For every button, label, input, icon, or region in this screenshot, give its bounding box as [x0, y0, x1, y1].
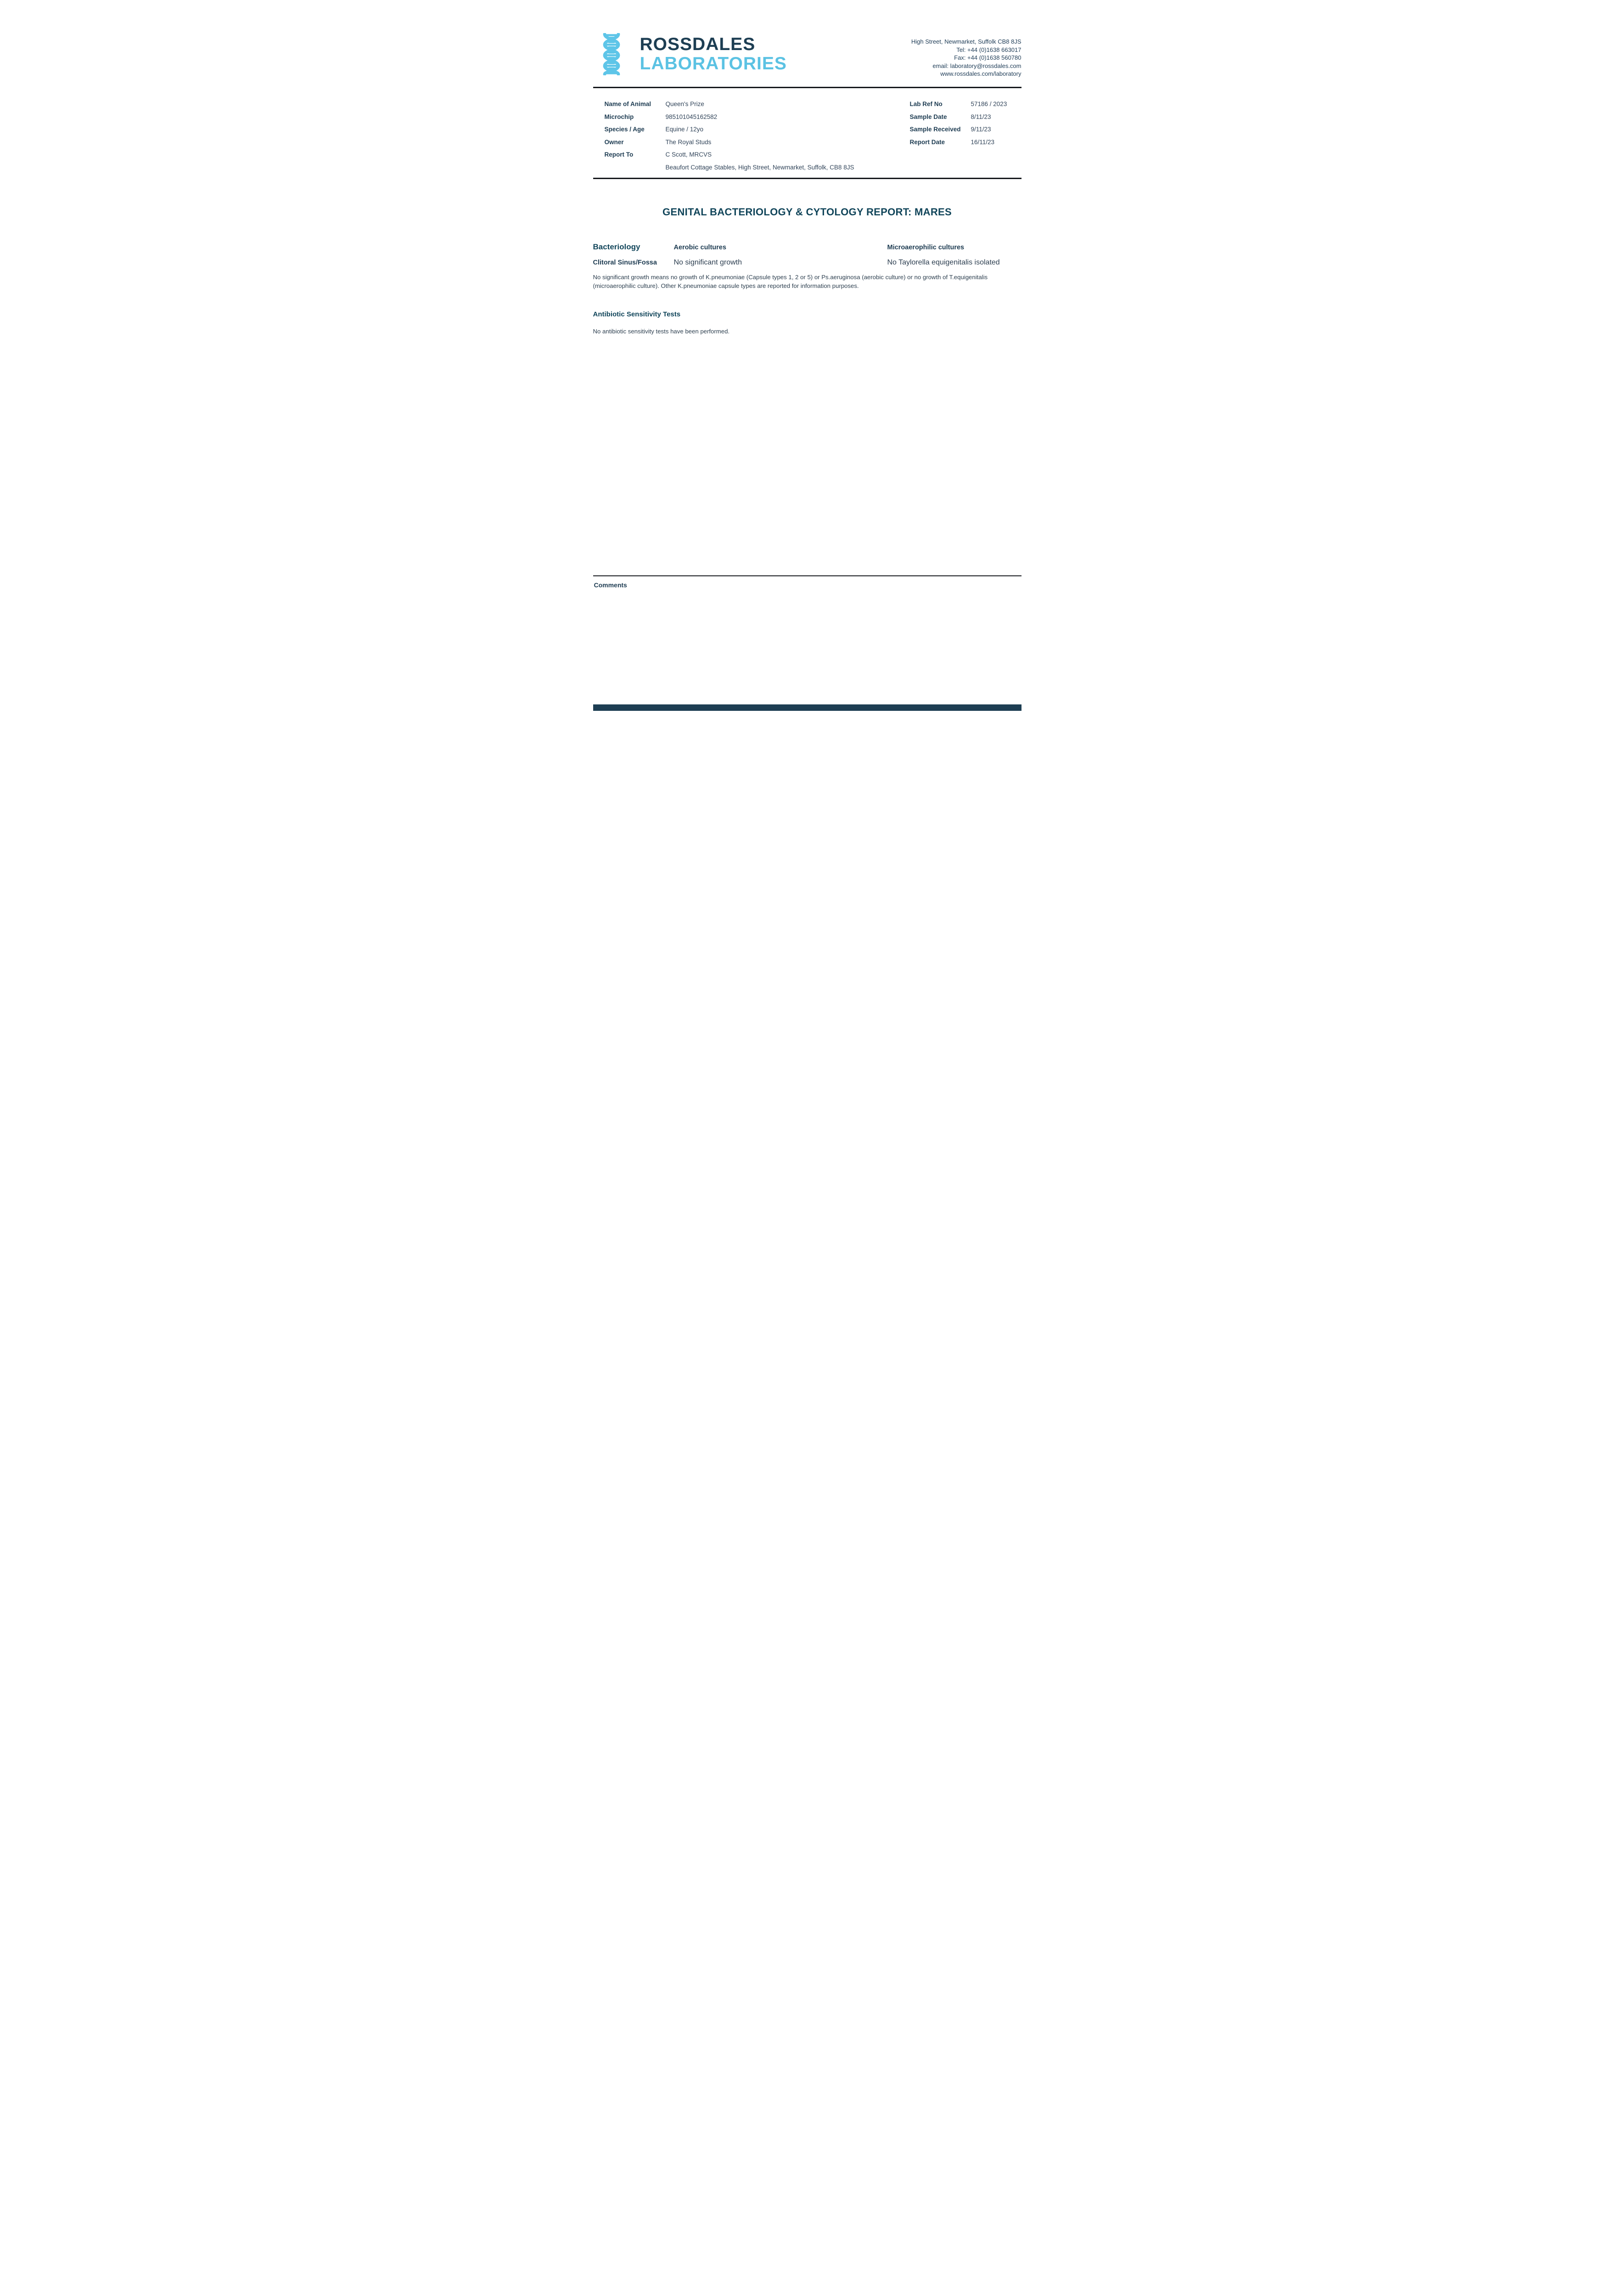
aerobic-result: No significant growth: [673, 259, 742, 266]
info-row-owner: [605, 139, 889, 152]
brand-name: [640, 35, 787, 73]
footer-bar: [593, 704, 1021, 711]
info-value: 16/11/23: [971, 138, 995, 146]
info-value: 57186 / 2023: [971, 101, 1007, 107]
contact-block: [911, 33, 1021, 78]
info-value: 8/11/23: [971, 113, 991, 120]
report-title: GENITAL BACTERIOLOGY & CYTOLOGY REPORT: MARES: [662, 206, 952, 218]
info-row-report-date: [910, 139, 1038, 152]
bacteriology-heading: Bacteriology: [593, 242, 640, 251]
letterhead: [593, 33, 1021, 78]
antibiotic-section: [593, 310, 1021, 335]
header-divider: [593, 87, 1021, 88]
aerobic-cultures-header: Aerobic cultures: [673, 244, 726, 251]
animal-info-right: [910, 101, 1038, 151]
brand-name-line1: ROSSDALES: [640, 34, 756, 55]
bacteriology-footnote: No significant growth means no growth of K.pneumoniae (Capsule types 1, 2 or 5) or Ps.aeruginosa (aerobic culture) or no growth of T.equigenitalis (microaerophilic culture). Other K.pneumoniae capsule types are reported for information purposes.: [593, 274, 988, 289]
info-row-microchip: [605, 113, 889, 126]
info-row-report-to-address: [605, 164, 889, 177]
brand-block: [593, 33, 787, 75]
info-value: 985101045162582: [665, 113, 718, 120]
info-row-species-age: [605, 126, 889, 139]
info-label: Name of Animal: [604, 101, 651, 107]
microaerophilic-cultures-header: Microaerophilic cultures: [887, 244, 965, 251]
contact-address: High Street, Newmarket, Suffolk CB8 8JS: [911, 38, 1021, 45]
antibiotic-heading: Antibiotic Sensitivity Tests: [593, 310, 681, 318]
info-label: Sample Received: [909, 126, 961, 133]
info-row-report-to: [605, 151, 889, 164]
info-label: Sample Date: [909, 113, 947, 120]
info-value: Equine / 12yo: [665, 126, 704, 133]
brand-name-line2: LABORATORIES: [640, 54, 787, 73]
info-label: Microchip: [604, 113, 634, 120]
info-label: Lab Ref No: [909, 101, 943, 107]
info-label: Report Date: [909, 138, 945, 146]
bacteriology-table: [593, 242, 1021, 267]
antibiotic-text: No antibiotic sensitivity tests have been performed.: [593, 328, 730, 335]
info-value: 9/11/23: [971, 126, 991, 133]
dna-helix-logo-icon: [593, 33, 630, 75]
microaerophilic-result: No Taylorella equigenitalis isolated: [887, 259, 1000, 266]
info-row-sample-received: [910, 126, 1038, 139]
animal-info-left: [605, 101, 889, 176]
contact-email: email: laboratory@rossdales.com: [932, 62, 1021, 69]
contact-web: www.rossdales.com/laboratory: [940, 70, 1021, 77]
report-page: [559, 0, 1064, 715]
info-divider: [593, 178, 1021, 179]
comments-divider: [593, 575, 1021, 576]
sample-site-label: Clitoral Sinus/Fossa: [593, 259, 657, 266]
info-row-sample-date: [910, 113, 1038, 126]
comments-heading: Comments: [594, 581, 627, 589]
info-row-name-of-animal: [605, 101, 889, 113]
info-label: Species / Age: [604, 126, 645, 133]
contact-fax: Fax: +44 (0)1638 560780: [954, 54, 1021, 61]
info-label: Owner: [604, 138, 624, 146]
info-value: The Royal Studs: [665, 138, 712, 146]
info-row-lab-ref: [910, 101, 1038, 113]
report-to-address: Beaufort Cottage Stables, High Street, Newmarket, Suffolk, CB8 8JS: [665, 163, 854, 171]
info-value: Queen's Prize: [665, 101, 704, 107]
info-value: C Scott, MRCVS: [665, 151, 712, 158]
info-label: Report To: [604, 151, 634, 158]
contact-tel: Tel: +44 (0)1638 663017: [956, 46, 1021, 53]
bacteriology-section: [593, 242, 1021, 290]
